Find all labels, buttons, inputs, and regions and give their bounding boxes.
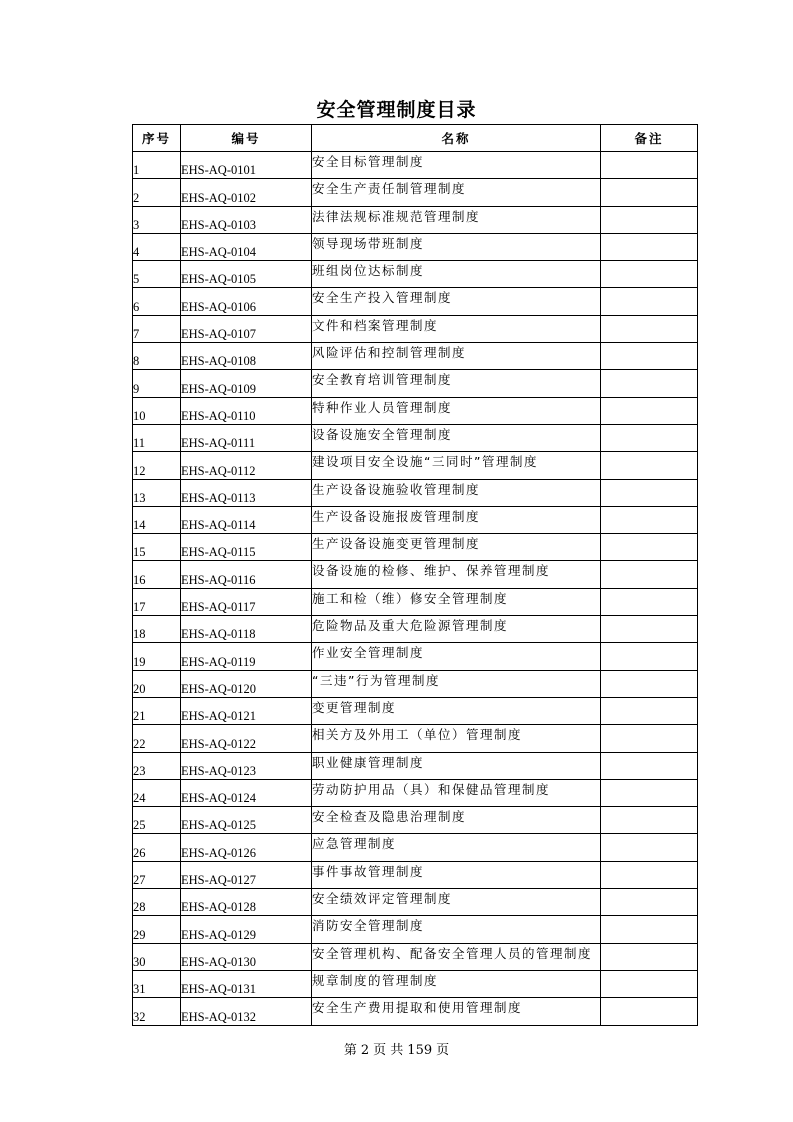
cell-code: EHS-AQ-0118 [181, 616, 312, 643]
cell-no: 12 [133, 452, 181, 479]
table-row [133, 779, 698, 806]
table-row [133, 807, 698, 834]
table-row [133, 643, 698, 670]
header-note: 备注 [601, 125, 698, 152]
table-row [133, 561, 698, 588]
cell-name: 生产设备设施验收管理制度 [312, 479, 601, 506]
cell-no: 6 [133, 288, 181, 315]
cell-no: 21 [133, 697, 181, 724]
header-name: 名称 [312, 125, 601, 152]
cell-code: EHS-AQ-0105 [181, 261, 312, 288]
cell-no: 3 [133, 206, 181, 233]
cell-code: EHS-AQ-0110 [181, 397, 312, 424]
cell-no: 29 [133, 916, 181, 943]
cell-note [601, 424, 698, 451]
cell-name: 应急管理制度 [312, 834, 601, 861]
cell-note [601, 315, 698, 342]
cell-name: 作业安全管理制度 [312, 643, 601, 670]
cell-note [601, 779, 698, 806]
table-row [133, 834, 698, 861]
cell-note [601, 506, 698, 533]
catalog-table [132, 124, 698, 1026]
page-footer [0, 1042, 793, 1060]
cell-name: 设备设施安全管理制度 [312, 424, 601, 451]
cell-no: 27 [133, 861, 181, 888]
cell-no: 30 [133, 943, 181, 970]
cell-note [601, 261, 698, 288]
cell-note [601, 643, 698, 670]
cell-note [601, 861, 698, 888]
header-no: 序号 [133, 125, 181, 152]
cell-no: 5 [133, 261, 181, 288]
cell-name: 安全生产费用提取和使用管理制度 [312, 998, 601, 1025]
cell-no: 17 [133, 588, 181, 615]
cell-code: EHS-AQ-0101 [181, 152, 312, 179]
cell-name: 规章制度的管理制度 [312, 970, 601, 997]
cell-name: “三违”行为管理制度 [312, 670, 601, 697]
cell-code: EHS-AQ-0113 [181, 479, 312, 506]
cell-no: 16 [133, 561, 181, 588]
cell-note [601, 179, 698, 206]
table-row [133, 261, 698, 288]
cell-no: 14 [133, 506, 181, 533]
table-row [133, 152, 698, 179]
cell-name: 职业健康管理制度 [312, 752, 601, 779]
cell-name: 设备设施的检修、维护、保养管理制度 [312, 561, 601, 588]
cell-no: 8 [133, 343, 181, 370]
cell-no: 18 [133, 616, 181, 643]
cell-code: EHS-AQ-0132 [181, 998, 312, 1025]
cell-note [601, 588, 698, 615]
cell-code: EHS-AQ-0114 [181, 506, 312, 533]
cell-note [601, 152, 698, 179]
table-row [133, 616, 698, 643]
cell-code: EHS-AQ-0115 [181, 534, 312, 561]
table-row [133, 424, 698, 451]
cell-code: EHS-AQ-0104 [181, 233, 312, 260]
cell-no: 13 [133, 479, 181, 506]
cell-no: 9 [133, 370, 181, 397]
cell-code: EHS-AQ-0122 [181, 725, 312, 752]
table-row [133, 889, 698, 916]
cell-name: 特种作业人员管理制度 [312, 397, 601, 424]
cell-note [601, 534, 698, 561]
footer-prefix: 第 [343, 1043, 357, 1058]
table-row [133, 534, 698, 561]
cell-note [601, 998, 698, 1025]
cell-no: 26 [133, 834, 181, 861]
table-row [133, 370, 698, 397]
cell-code: EHS-AQ-0128 [181, 889, 312, 916]
cell-name: 消防安全管理制度 [312, 916, 601, 943]
cell-note [601, 288, 698, 315]
cell-code: EHS-AQ-0129 [181, 916, 312, 943]
cell-no: 22 [133, 725, 181, 752]
cell-note [601, 561, 698, 588]
cell-note [601, 397, 698, 424]
table-row [133, 315, 698, 342]
cell-no: 23 [133, 752, 181, 779]
cell-name: 变更管理制度 [312, 697, 601, 724]
cell-note [601, 725, 698, 752]
cell-code: EHS-AQ-0126 [181, 834, 312, 861]
cell-no: 20 [133, 670, 181, 697]
cell-name: 安全检查及隐患治理制度 [312, 807, 601, 834]
cell-note [601, 916, 698, 943]
cell-code: EHS-AQ-0108 [181, 343, 312, 370]
cell-name: 安全管理机构、配备安全管理人员的管理制度 [312, 943, 601, 970]
cell-code: EHS-AQ-0102 [181, 179, 312, 206]
cell-code: EHS-AQ-0107 [181, 315, 312, 342]
cell-code: EHS-AQ-0112 [181, 452, 312, 479]
cell-code: EHS-AQ-0116 [181, 561, 312, 588]
cell-no: 10 [133, 397, 181, 424]
cell-no: 24 [133, 779, 181, 806]
cell-no: 7 [133, 315, 181, 342]
footer-middle: 页 共 [373, 1043, 404, 1058]
header-code: 编号 [181, 125, 312, 152]
cell-note [601, 943, 698, 970]
cell-note [601, 452, 698, 479]
cell-code: EHS-AQ-0127 [181, 861, 312, 888]
cell-note [601, 233, 698, 260]
cell-no: 2 [133, 179, 181, 206]
cell-no: 19 [133, 643, 181, 670]
footer-suffix: 页 [436, 1043, 450, 1058]
cell-note [601, 616, 698, 643]
cell-code: EHS-AQ-0125 [181, 807, 312, 834]
table-row [133, 752, 698, 779]
cell-name: 生产设备设施变更管理制度 [312, 534, 601, 561]
page-title: 安全管理制度目录 [316, 99, 477, 121]
cell-name: 事件事故管理制度 [312, 861, 601, 888]
cell-code: EHS-AQ-0106 [181, 288, 312, 315]
cell-name: 安全生产责任制管理制度 [312, 179, 601, 206]
cell-note [601, 834, 698, 861]
table-row [133, 670, 698, 697]
table-row [133, 998, 698, 1025]
table-row [133, 452, 698, 479]
cell-note [601, 752, 698, 779]
table-row [133, 343, 698, 370]
cell-code: EHS-AQ-0124 [181, 779, 312, 806]
cell-name: 安全教育培训管理制度 [312, 370, 601, 397]
cell-code: EHS-AQ-0119 [181, 643, 312, 670]
cell-name: 文件和档案管理制度 [312, 315, 601, 342]
cell-no: 11 [133, 424, 181, 451]
cell-no: 28 [133, 889, 181, 916]
cell-code: EHS-AQ-0117 [181, 588, 312, 615]
cell-name: 危险物品及重大危险源管理制度 [312, 616, 601, 643]
cell-note [601, 970, 698, 997]
table-row [133, 943, 698, 970]
table-row [133, 970, 698, 997]
cell-code: EHS-AQ-0111 [181, 424, 312, 451]
cell-no: 32 [133, 998, 181, 1025]
table-row [133, 206, 698, 233]
cell-no: 4 [133, 233, 181, 260]
cell-code: EHS-AQ-0131 [181, 970, 312, 997]
cell-note [601, 206, 698, 233]
cell-no: 15 [133, 534, 181, 561]
cell-note [601, 479, 698, 506]
table-header-row [133, 125, 698, 152]
cell-name: 班组岗位达标制度 [312, 261, 601, 288]
cell-no: 25 [133, 807, 181, 834]
cell-name: 劳动防护用品（具）和保健品管理制度 [312, 779, 601, 806]
table-row [133, 288, 698, 315]
cell-code: EHS-AQ-0123 [181, 752, 312, 779]
cell-no: 31 [133, 970, 181, 997]
cell-no: 1 [133, 152, 181, 179]
cell-code: EHS-AQ-0120 [181, 670, 312, 697]
table-body [133, 152, 698, 1026]
table-row [133, 588, 698, 615]
cell-note [601, 370, 698, 397]
cell-code: EHS-AQ-0121 [181, 697, 312, 724]
cell-code: EHS-AQ-0109 [181, 370, 312, 397]
cell-note [601, 343, 698, 370]
cell-name: 安全绩效评定管理制度 [312, 889, 601, 916]
cell-code: EHS-AQ-0103 [181, 206, 312, 233]
cell-note [601, 670, 698, 697]
footer-total-pages: 159 [407, 1043, 433, 1058]
cell-name: 施工和检（维）修安全管理制度 [312, 588, 601, 615]
cell-name: 相关方及外用工（单位）管理制度 [312, 725, 601, 752]
table-row [133, 397, 698, 424]
cell-name: 法律法规标准规范管理制度 [312, 206, 601, 233]
footer-current-page: 2 [360, 1043, 370, 1058]
cell-name: 生产设备设施报废管理制度 [312, 506, 601, 533]
table-row [133, 697, 698, 724]
table-row [133, 506, 698, 533]
table-row [133, 861, 698, 888]
cell-note [601, 889, 698, 916]
cell-note [601, 807, 698, 834]
table-row [133, 479, 698, 506]
cell-name: 建设项目安全设施“三同时”管理制度 [312, 452, 601, 479]
table-row [133, 233, 698, 260]
table-row [133, 725, 698, 752]
table-row [133, 916, 698, 943]
cell-name: 安全目标管理制度 [312, 152, 601, 179]
cell-name: 领导现场带班制度 [312, 233, 601, 260]
table-row [133, 179, 698, 206]
cell-name: 安全生产投入管理制度 [312, 288, 601, 315]
cell-code: EHS-AQ-0130 [181, 943, 312, 970]
cell-name: 风险评估和控制管理制度 [312, 343, 601, 370]
cell-note [601, 697, 698, 724]
